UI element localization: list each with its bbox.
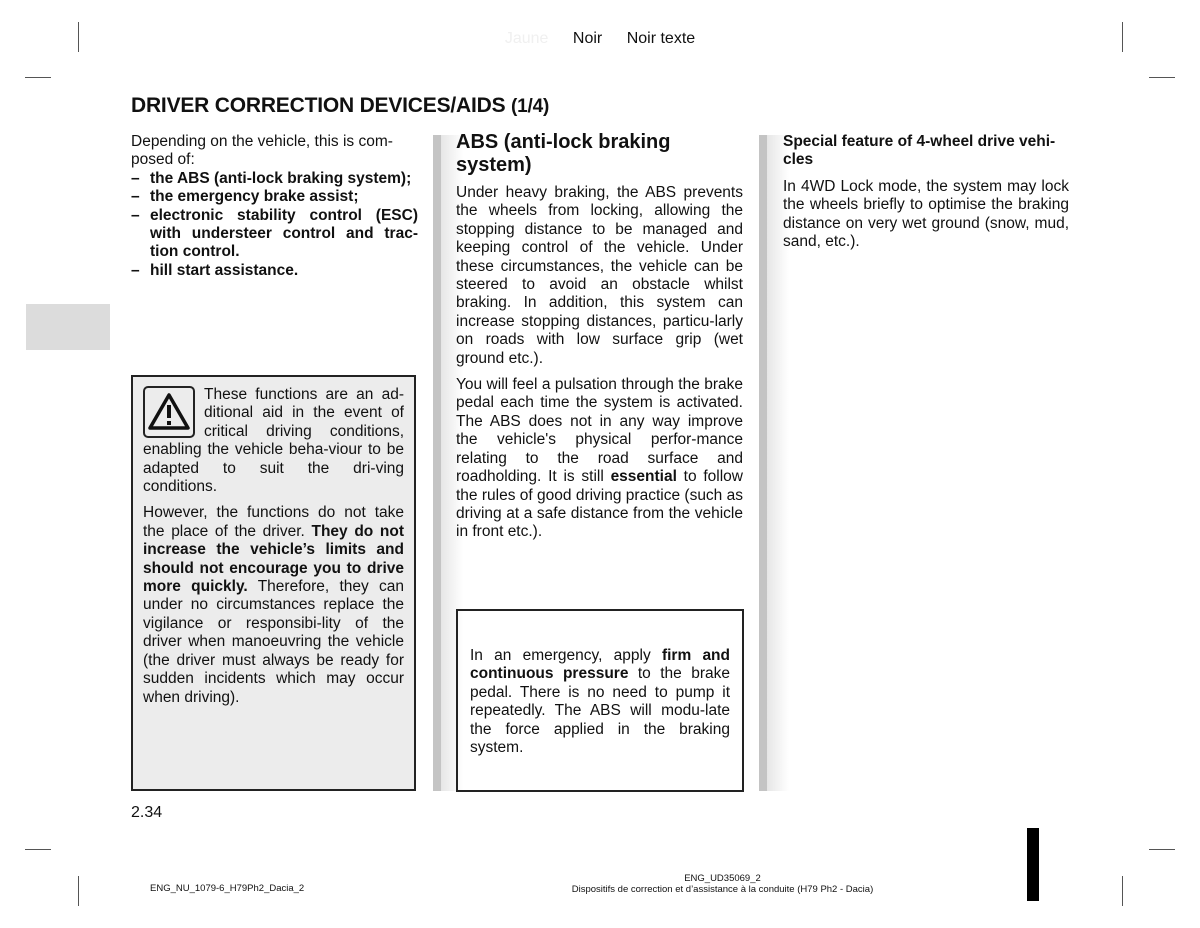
footer-right-code: ENG_UD35069_2 [684,873,761,884]
section-heading: ABS (anti-lock braking system) [456,131,671,176]
color-separation-labels [0,30,1200,48]
page-title-main: DRIVER CORRECTION DEVICES/AIDS [131,94,506,117]
intro-text: Depending on the vehicle, this is com-posed of: [131,133,393,169]
column-separator [433,135,441,791]
crop-mark [1149,77,1175,78]
note-bold-text: firm and continuous pressure [470,647,730,683]
emergency-note-box [456,609,744,792]
device-list [131,170,418,280]
page-number: 2.34 [131,804,163,821]
page-title-part: (1/4) [511,96,550,117]
note-text: In an emergency, apply [470,647,662,664]
list-item: – the emergency brake assist; [131,188,418,206]
footer-left-code: ENG_NU_1079-6_H79Ph2_Dacia_2 [150,883,305,894]
note-paragraph [470,647,730,757]
warning-triangle-icon [143,386,195,438]
list-item: – the ABS (anti-lock braking system); [131,170,418,188]
list-item: – electronic stability control (ESC) with understeer control and trac-tion control. [131,207,418,262]
footer-right-text: Dispositifs de correction et d’assistance à la conduite (H79 Ph2 - Dacia) [571,884,874,895]
abs-paragraph-2 [456,376,743,542]
column-1 [131,133,418,280]
section-tab [26,304,110,350]
section-marker-bar [1027,828,1039,901]
footer-right [530,873,915,895]
color-label-yellow: Jaune [504,30,549,47]
abs-text: to follow the rules of good driving practice (such as driving at a safe distance from the vehicle in front etc.). [456,468,743,541]
warning-bold-text: They do not increase the vehicle’s limits and should not encourage you to drive more quickly. [143,522,404,596]
column-3 [783,133,1069,251]
crop-mark [1122,876,1123,906]
warning-paragraph-1: These functions are an ad-ditional aid in the event of critical driving conditions, enabling the vehicle beha-viour to be adapted to suit the dri-ving conditions. [143,386,404,496]
column-separator [759,135,767,791]
crop-mark [25,77,51,78]
subsection-heading: Special feature of 4-wheel drive vehi-cles [783,133,1056,169]
abs-bold-text: essential [610,468,677,486]
note-text: to the brake pedal. There is no need to pump it repeatedly. The ABS will modu-late the force applied in the braking system. [470,665,730,757]
abs-text: You will feel a pulsation through the brake pedal each time the system is activated. The ABS does not in any way improve the vehicle's physical perfor-mance relating to the road surface and roadholding. It is still [456,376,743,486]
color-label-black-text: Noir texte [626,30,696,47]
crop-mark [78,876,79,906]
crop-mark [1149,849,1175,850]
abs-paragraph-1: Under heavy braking, the ABS prevents the wheels from locking, allowing the stopping distance to be managed and keeping control of the vehicle. Under these circumstances, the vehicle can be steered to avoid an obstacle whilst braking. In addition, this system can increase stopping distances, particu-larly on roads with low surface grip (wet ground etc.). [456,184,743,367]
warning-text: However, the functions do not take the place of the driver. [143,504,404,540]
list-item: – hill start assistance. [131,262,418,280]
warning-text: Therefore, they can under no circumstances replace the vigilance or responsibi-lity of the driver when manoeuvring the vehicle (the driver must always be ready for sudden incidents which may occur when driving). [143,578,405,706]
page-title [131,94,549,118]
warning-box [131,375,416,791]
warning-paragraph-2 [143,504,404,706]
crop-mark [25,849,51,850]
4wd-paragraph: In 4WD Lock mode, the system may lock the wheels briefly to optimise the braking distance on very wet ground (snow, mud, sand, etc.). [783,177,1069,251]
column-2 [456,131,743,542]
color-label-black: Noir [572,30,603,47]
